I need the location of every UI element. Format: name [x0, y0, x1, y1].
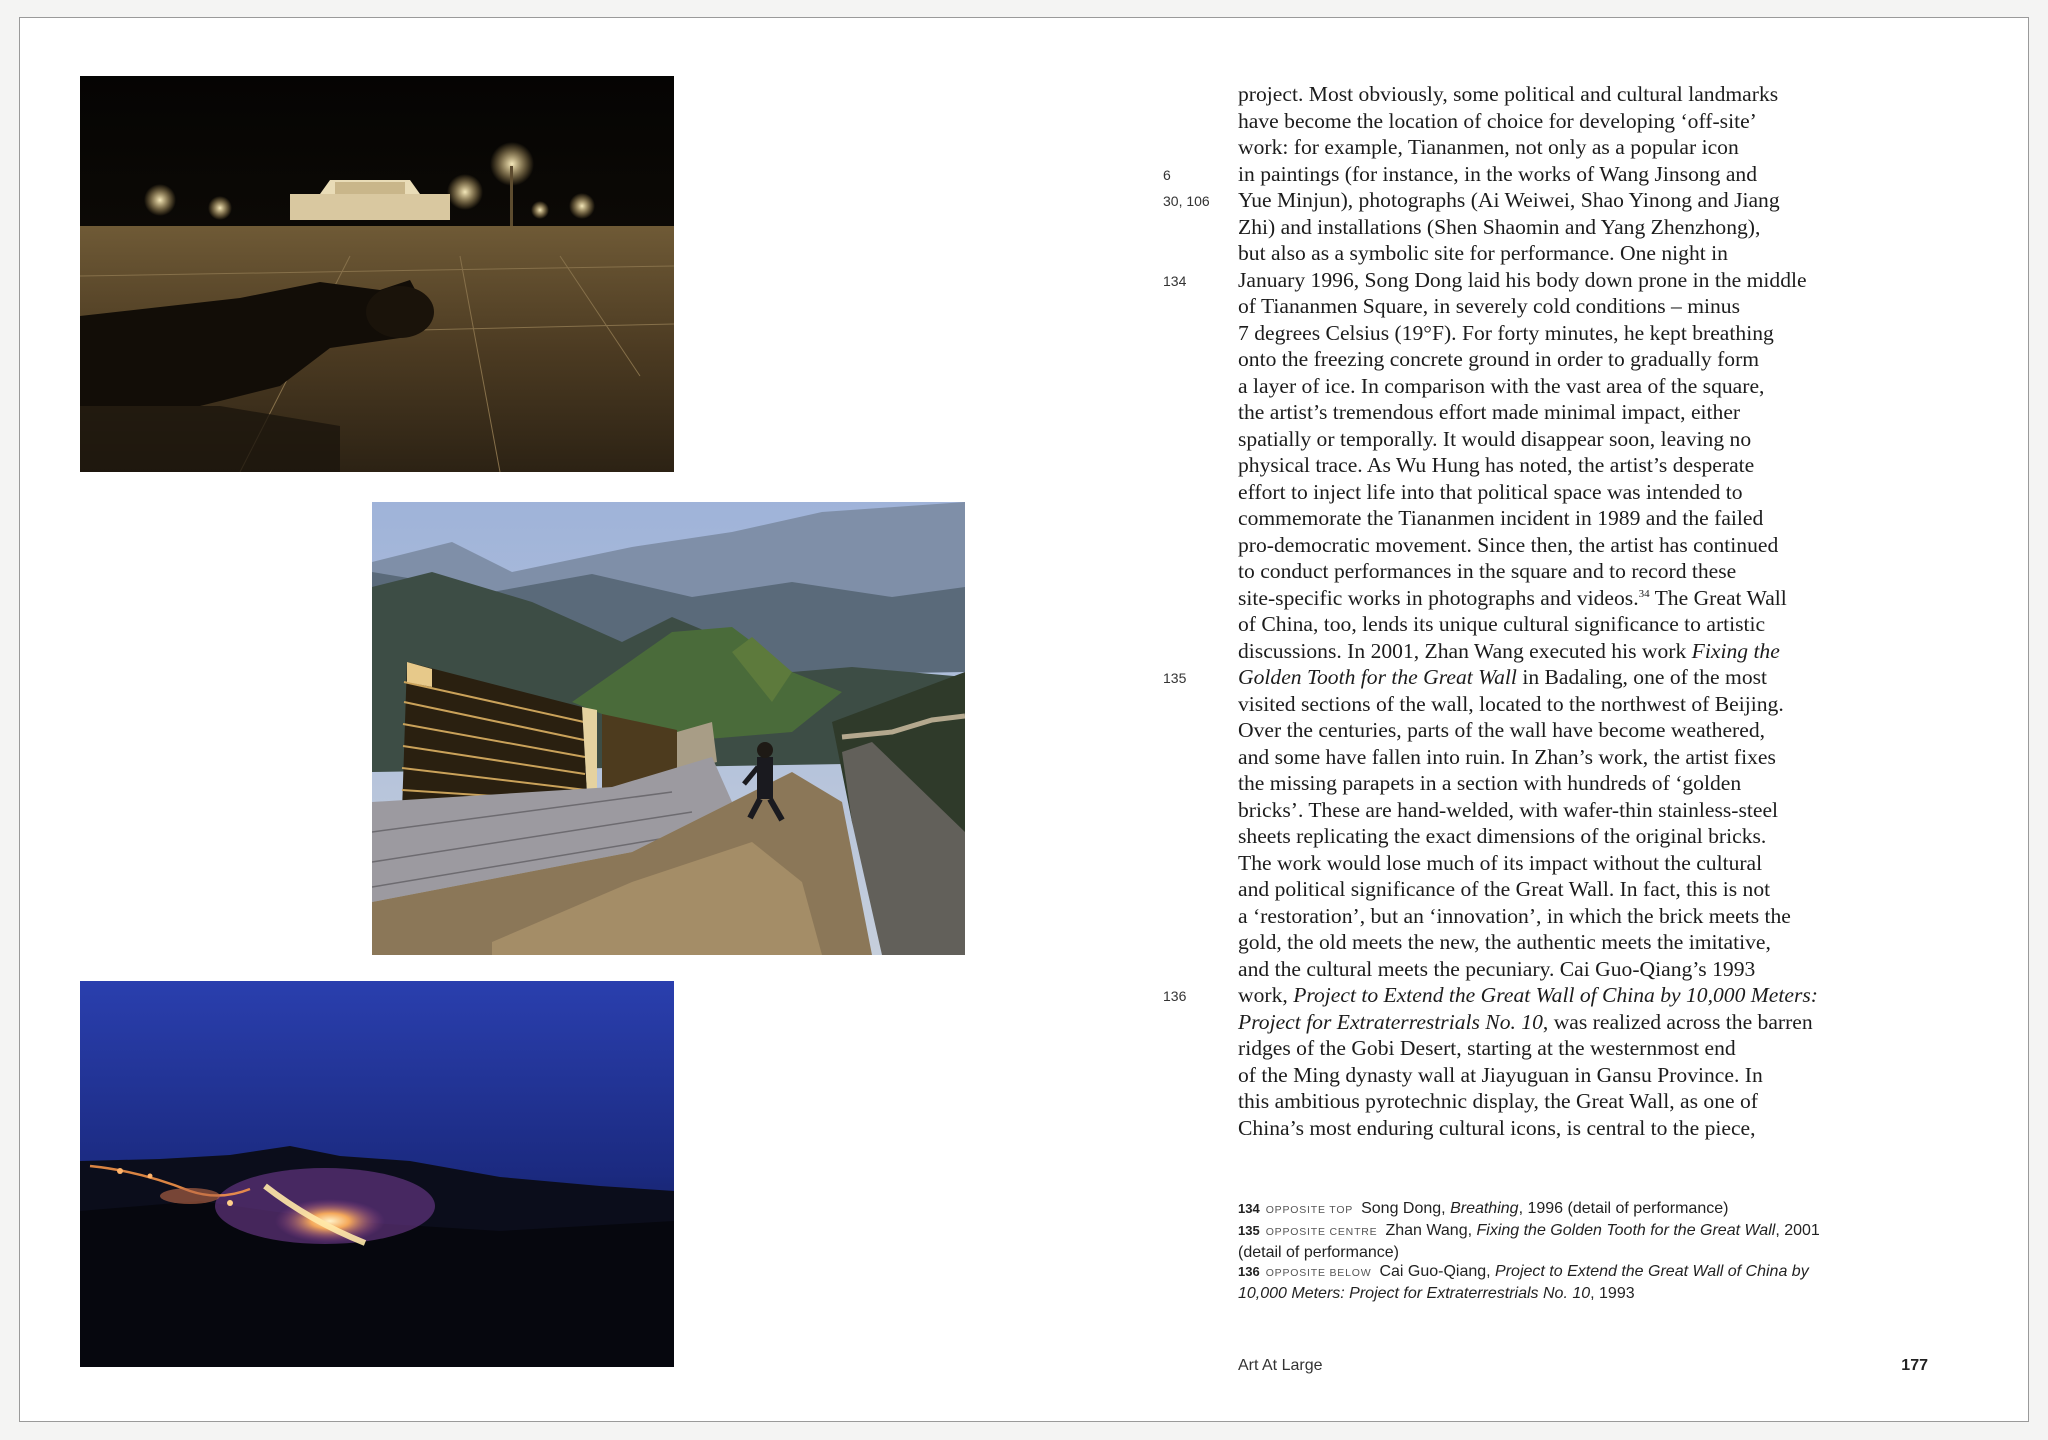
photo-song-dong-breathing: [80, 76, 674, 472]
body-text-line: bricks’. These are hand-welded, with wafer-thin stainless-steel: [1238, 797, 1779, 822]
caption-number: 136: [1238, 1264, 1260, 1280]
body-text-line: sheets replicating the exact dimensions of the original bricks.: [1238, 824, 1767, 848]
margin-ref: 30, 106: [1163, 193, 1210, 209]
caption-position: OPPOSITE TOP: [1265, 1204, 1354, 1216]
body-text-line: onto the freezing concrete ground in order to gradually form: [1238, 347, 1760, 371]
body-text-line: Yue Minjun), photographs (Ai Weiwei, Shao Yinong and Jiang: [1238, 188, 1780, 212]
artwork-title: Project for Extraterrestrials No. 10: [1238, 1009, 1543, 1034]
body-text-line: work, Project to Extend the Great Wall of China by 10,000 Meters:: [1238, 983, 1818, 1007]
body-text-line: China’s most enduring cultural icons, is central to the piece,: [1238, 1115, 1756, 1140]
body-text-line: of China, too, lends its unique cultural significance to artistic: [1238, 612, 1766, 636]
body-text-line: Project for Extraterrestrials No. 10, was realized across the barren: [1238, 1009, 1813, 1034]
body-text-line: to conduct performances in the square and to record these: [1238, 559, 1737, 583]
body-text-line: Golden Tooth for the Great Wall in Badaling, one of the most: [1238, 665, 1768, 689]
body-text-line: this ambitious pyrotechnic display, the Great Wall, as one of: [1238, 1089, 1758, 1113]
body-text-line: January 1996, Song Dong laid his body down prone in the middle: [1238, 267, 1807, 292]
body-text-line: effort to inject life into that political space was intended to: [1238, 479, 1743, 504]
pyrotechnic-image: [80, 981, 674, 1367]
body-text-line: and political significance of the Great Wall. In fact, this is not: [1238, 877, 1771, 901]
margin-ref: 136: [1163, 988, 1187, 1004]
body-text-line: pro-democratic movement. Since then, the artist has continued: [1238, 532, 1779, 557]
body-text-line: of Tiananmen Square, in severely cold conditions – minus: [1238, 294, 1740, 318]
caption-line: 135 OPPOSITE CENTRE Zhan Wang, Fixing the Golden Tooth for the Great Wall, 2001: [1238, 1221, 1820, 1239]
night-square-image: [80, 76, 674, 472]
body-text-line: a layer of ice. In comparison with the vast area of the square,: [1238, 373, 1765, 398]
body-text-line: the artist’s tremendous effort made minimal impact, either: [1238, 400, 1741, 424]
body-text-line: physical trace. As Wu Hung has noted, the artist’s desperate: [1238, 453, 1755, 477]
photo-cai-guo-qiang-pyrotechnic: [80, 981, 674, 1367]
book-spread: [19, 17, 2029, 1422]
body-text-line: have become the location of choice for developing ‘off-site’: [1238, 108, 1757, 133]
caption-artwork-title: Project to Extend the Great Wall of China by: [1495, 1263, 1809, 1281]
body-text-line: commemorate the Tiananmen incident in 1989 and the failed: [1238, 506, 1764, 530]
body-text-line: Zhi) and installations (Shen Shaomin and Yang Zhenzhong),: [1238, 214, 1761, 239]
body-text-line: and some have fallen into ruin. In Zhan’s work, the artist fixes: [1238, 744, 1776, 769]
body-text-line: The work would lose much of its impact without the cultural: [1238, 850, 1763, 875]
caption-number: 134: [1238, 1201, 1260, 1216]
body-text-line: of the Ming dynasty wall at Jiayuguan in Gansu Province. In: [1238, 1062, 1763, 1087]
caption-position: OPPOSITE BELOW: [1265, 1267, 1372, 1280]
body-text-line: ridges of the Gobi Desert, starting at the westernmost end: [1238, 1036, 1736, 1060]
body-text-line: discussions. In 2001, Zhan Wang executed his work Fixing the: [1238, 638, 1780, 663]
body-text-line: spatially or temporally. It would disappear soon, leaving no: [1238, 426, 1752, 451]
body-text-line: visited sections of the wall, located to the northwest of Beijing.: [1238, 691, 1784, 716]
artwork-title: Fixing the: [1691, 638, 1780, 663]
caption-number: 135: [1238, 1222, 1260, 1238]
margin-ref: 6: [1163, 166, 1171, 183]
body-text-line: Over the centuries, parts of the wall have become weathered,: [1238, 718, 1766, 742]
body-text-line: the missing parapets in a section with hundreds of ‘golden: [1238, 771, 1742, 795]
margin-ref: 134: [1163, 272, 1187, 289]
body-text-line: project. Most obviously, some political and cultural landmarks: [1238, 82, 1779, 106]
body-text: [1238, 81, 1958, 1141]
artwork-title: Golden Tooth for the Great Wall: [1238, 665, 1517, 689]
caption-line: 134 OPPOSITE TOP Song Dong, Breathing, 1996 (detail of performance): [1238, 1200, 1729, 1217]
page-number: 177: [1901, 1357, 1928, 1374]
running-title: Art At Large: [1238, 1357, 1323, 1374]
margin-ref: 135: [1163, 670, 1187, 686]
caption-line: 136 OPPOSITE BELOW Cai Guo-Qiang, Project to Extend the Great Wall of China by: [1238, 1263, 1809, 1281]
body-text-line: work: for example, Tiananmen, not only as a popular icon: [1238, 135, 1739, 159]
body-text-line: gold, the old meets the new, the authentic meets the imitative,: [1238, 930, 1771, 954]
caption-artwork-title: Breathing: [1450, 1200, 1519, 1217]
caption-line: (detail of performance): [1238, 1243, 1399, 1261]
artwork-title: Project to Extend the Great Wall of China by 10,000 Meters:: [1293, 983, 1818, 1007]
figure-captions: [1238, 1199, 1958, 1304]
great-wall-image: [372, 502, 965, 955]
body-text-line: in paintings (for instance, in the works of Wang Jinsong and: [1238, 161, 1758, 186]
footnote-marker: 34: [1638, 587, 1650, 600]
body-text-line: and the cultural meets the pecuniary. Cai Guo-Qiang’s 1993: [1238, 956, 1756, 981]
caption-artwork-title: 10,000 Meters: Project for Extraterrestrials No. 10: [1238, 1285, 1591, 1303]
photo-zhan-wang-great-wall: [372, 502, 965, 955]
body-text-line: 7 degrees Celsius (19°F). For forty minutes, he kept breathing: [1238, 320, 1774, 345]
body-text-line: but also as a symbolic site for performance. One night in: [1238, 241, 1728, 265]
caption-position: OPPOSITE CENTRE: [1265, 1225, 1378, 1238]
caption-line: 10,000 Meters: Project for Extraterrestrials No. 10, 1993: [1238, 1285, 1635, 1303]
body-text-line: a ‘restoration’, but an ‘innovation’, in which the brick meets the: [1238, 903, 1791, 928]
body-text-line: site-specific works in photographs and videos.$^{34}$ The Great Wall: [1238, 585, 1787, 610]
caption-artwork-title: Fixing the Golden Tooth for the Great Wall: [1476, 1221, 1776, 1239]
